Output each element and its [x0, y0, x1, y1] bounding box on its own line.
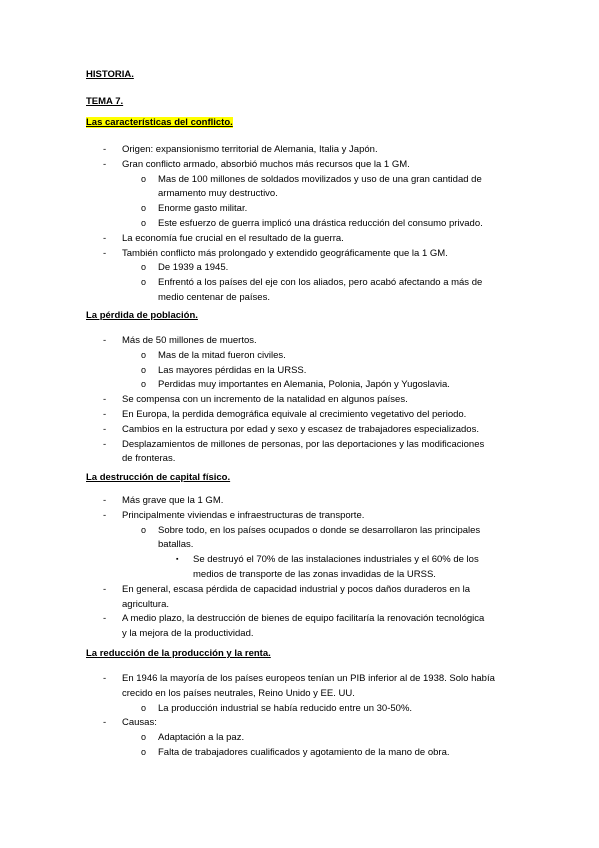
- topic-title: TEMA 7.: [86, 96, 124, 107]
- circle-bullet-icon: o: [141, 379, 147, 390]
- list-item-text: Se compensa con un incremento de la natalidad en algunos países.: [122, 394, 408, 406]
- dash-bullet-icon: -: [103, 423, 107, 435]
- list-item-text: crecido en los países neutrales, Reino Unido y EE. UU.: [122, 687, 355, 699]
- square-bullet-icon: ▪: [176, 556, 179, 564]
- list-item-text: y la mejora de la productividad.: [122, 628, 254, 640]
- list-item-text: medio centenar de países.: [158, 292, 270, 303]
- dash-bullet-icon: -: [103, 583, 107, 595]
- dash-bullet-icon: -: [103, 438, 107, 450]
- list-item-text: Adaptación a la paz.: [158, 732, 245, 744]
- circle-bullet-icon: o: [141, 732, 147, 743]
- section-heading: La reducción de la producción y la renta.: [86, 648, 271, 659]
- list-item-text: Sobre todo, en los países ocupados o donde se desarrollaron las principales: [158, 524, 481, 536]
- list-item-text: Desplazamientos de millones de personas, por las deportaciones y las modificaciones: [122, 438, 485, 450]
- list-item-text: Más grave que la 1 GM.: [122, 495, 224, 506]
- list-item-text: batallas.: [158, 539, 194, 551]
- circle-bullet-icon: o: [141, 262, 147, 273]
- list-item-text: En 1946 la mayoría de los países europeos tenían un PIB inferior al de 1938. Solo había: [122, 673, 495, 684]
- list-item-text: de fronteras.: [122, 453, 176, 465]
- dash-bullet-icon: -: [103, 335, 107, 346]
- list-item-text: A medio plazo, la destrucción de bienes de equipo facilitaría la renovación tecnológica: [122, 613, 485, 625]
- dash-bullet-icon: -: [103, 144, 107, 155]
- dash-bullet-icon: -: [103, 394, 107, 406]
- list-item-text: La economía fue crucial en el resultado de la guerra.: [122, 232, 344, 244]
- list-item-text: Falta de trabajadores cualificados y agotamiento de la mano de obra.: [158, 747, 450, 758]
- section-heading: Las características del conflicto.: [86, 117, 233, 128]
- list-item-text: En general, escasa pérdida de capacidad industrial y pocos daños duraderos en la: [122, 583, 471, 595]
- list-item-text: Principalmente viviendas e infraestructuras de transporte.: [122, 509, 365, 521]
- circle-bullet-icon: o: [141, 218, 147, 228]
- list-item-text: Se destruyó el 70% de las instalaciones industriales y el 60% de los: [193, 554, 479, 566]
- list-item-text: Enorme gasto militar.: [158, 203, 248, 215]
- dash-bullet-icon: -: [103, 495, 107, 506]
- circle-bullet-icon: o: [141, 702, 147, 713]
- circle-bullet-icon: o: [141, 173, 147, 184]
- dash-bullet-icon: -: [103, 717, 107, 729]
- list-item-text: Enfrentó a los países del eje con los aliados, pero acabó afectando a más de: [158, 277, 483, 289]
- dash-bullet-icon: -: [103, 232, 107, 244]
- list-item-text: agricultura.: [122, 598, 169, 610]
- list-item-text: En Europa, la perdida demográfica equivale al crecimiento vegetativo del periodo.: [122, 409, 467, 420]
- list-item-text: De 1939 a 1945.: [158, 262, 229, 274]
- list-item-text: Mas de 100 millones de soldados movilizados y uso de una gran cantidad de: [158, 173, 482, 185]
- list-item-text: Más de 50 millones de muertos.: [122, 335, 257, 346]
- circle-bullet-icon: o: [141, 349, 147, 360]
- list-item-text: También conflicto más prolongado y extendido geográficamente que la 1 GM.: [122, 247, 448, 259]
- list-item-text: Este esfuerzo de guerra implicó una drástica reducción del consumo privado.: [158, 218, 483, 229]
- circle-bullet-icon: o: [141, 364, 147, 375]
- list-item-text: Perdidas muy importantes en Alemania, Polonia, Japón y Yugoslavia.: [158, 379, 450, 391]
- section-heading: La destrucción de capital físico.: [86, 472, 231, 483]
- document-title: HISTORIA.: [86, 69, 134, 80]
- list-item-text: Mas de la mitad fueron civiles.: [158, 349, 286, 361]
- circle-bullet-icon: o: [141, 203, 147, 214]
- list-item-text: armamento muy destructivo.: [158, 188, 278, 200]
- list-item-text: Gran conflicto armado, absorbió muchos más recursos que la 1 GM.: [122, 158, 410, 170]
- list-item-text: Las mayores pérdidas en la URSS.: [158, 364, 307, 376]
- dash-bullet-icon: -: [103, 158, 107, 170]
- circle-bullet-icon: o: [141, 277, 147, 288]
- list-item-text: Cambios en la estructura por edad y sexo y escasez de trabajadores especializados.: [122, 423, 479, 435]
- dash-bullet-icon: -: [103, 409, 107, 420]
- list-item-text: Causas:: [122, 717, 157, 729]
- dash-bullet-icon: -: [103, 673, 107, 684]
- list-item-text: medios de transporte de las zonas invadidas de la URSS.: [193, 569, 436, 580]
- dash-bullet-icon: -: [103, 613, 107, 625]
- section-heading: La pérdida de población.: [86, 310, 198, 321]
- dash-bullet-icon: -: [103, 247, 107, 259]
- list-item-text: Origen: expansionismo territorial de Alemania, Italia y Japón.: [122, 144, 378, 155]
- dash-bullet-icon: -: [103, 509, 107, 521]
- circle-bullet-icon: o: [141, 524, 147, 535]
- circle-bullet-icon: o: [141, 747, 147, 757]
- list-item-text: La producción industrial se había reducido entre un 30-50%.: [158, 702, 413, 714]
